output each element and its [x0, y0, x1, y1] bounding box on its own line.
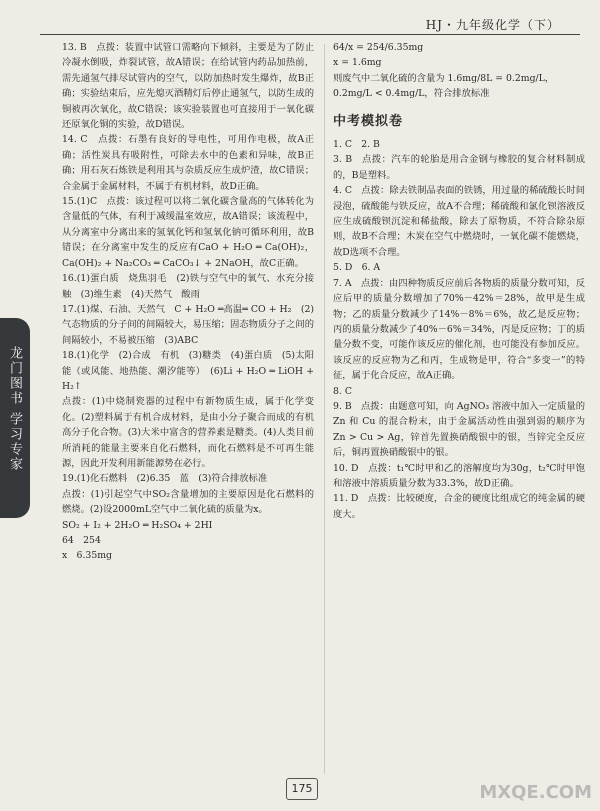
calc-line: 64/x = 254/6.35mg [333, 42, 424, 53]
answer-paragraph: 17.(1)煤、石油、天然气 C + H₂O ═高温═ CO + H₂ (2)气态物质的分子间的间隔较大，易压缩；固态物质分子之间的间隔较小，不易被压缩 (3)ABC [62, 303, 314, 346]
column-divider [324, 44, 325, 774]
side-tab [0, 318, 30, 518]
answer-paragraph: 16.(1)蛋白质 烧焦羽毛 (2)铁与空气中的氧气、水充分接触 (3)维生素 (4)天然气 酸雨 [62, 273, 314, 300]
equation-line: x 6.35mg [62, 550, 113, 562]
answer-paragraph: 15.(1)C 点拨：该过程可以将二氧化碳含量高的气体转化为含量低的气体，有利于减缓温室效应，故A错误；该流程中，从分离室中分离出来的氢氧化钙和氢氧化钠可循环利用，故B错误；在分离室中发生的反应有CaO + H₂O ═ Ca(OH)₂，Ca(OH)₂ + Na₂CO₃ ═ CaCO₃↓ + 2NaOH，故C正确。 [62, 196, 314, 269]
answer-paragraph: 1. C 2. B [333, 139, 380, 151]
answer-paragraph: 4. C 点拨：除去铁制品表面的铁锈，用过量的稀硫酸长时间浸泡，硫酸能与铁反应，故A不合理；稀硫酸和氯化钡溶液反应生成硫酸钡沉淀和稀盐酸，除去了原物质，不符合除杂原则，故B不合理；木炭在空气中燃烧时，一氧化碳不能燃烧，故D选项不合理。 [333, 185, 585, 258]
answer-paragraph: 7. A 点拨：由四种物质反应前后各物质的质量分数可知，反应后甲的质量分数增加了70%－42%＝28%，故甲是生成物；乙的质量分数减少了14%－8%＝6%，故乙是反应物；丙的质量分数减少了40%－6%＝34%，丙是反应物；丁的质量分数不变，可能作该反应的催化剂，也可能没有参加反应。该反应的反应物为乙和丙，生成物是甲，符合“多变一”的特征，属于化合反应，故A正确。 [333, 277, 585, 382]
left-column [62, 40, 314, 564]
answer-paragraph: 11. D 点拨：比较硬度，合金的硬度比组成它的纯金属的硬度大。 [333, 493, 585, 520]
equation-line: SO₂ + I₂ + 2H₂O ═ H₂SO₄ + 2HI [62, 519, 213, 531]
calc-line: x = 1.6mg [333, 57, 382, 69]
watermark: MXQE.COM [479, 782, 592, 803]
page-header [40, 14, 580, 36]
answer-paragraph: 13. B 点拨：装置中试管口需略向下倾斜，主要是为了防止冷凝水倒吸，炸裂试管，故A错误；在给试管内药品加热前，需先通氢气排尽试管内的空气，以防加热时发生爆炸，故B正确；实验结束后，应先熄灭酒精灯后停止通氢气，以防生成的铜被再次氧化，故C错误；该实验装置也可直接用于一氧化碳还原氧化铜的实验，故D错误。 [62, 42, 314, 131]
header-rule [40, 34, 580, 35]
page-number: 175 [286, 778, 318, 800]
answer-paragraph: 14. C 点拨：石墨有良好的导电性，可用作电极，故A正确；活性炭具有吸附性，可除去水中的色素和异味，故B正确；用石灰石炼铁是利用其与杂质反应生成炉渣，故C错误；合金属于金属材料，不属于有机材料，故D正确。 [62, 134, 314, 192]
answer-paragraph: 18.(1)化学 (2)合成 有机 (3)糖类 (4)蛋白质 (5)太阳能（或风能、地热能、潮汐能等） (6)Li + H₂O ═ LiOH + H₂↑ [62, 350, 314, 392]
answer-paragraph: 3. B 点拨：汽车的轮胎是用合金钢与橡胶的复合材料制成的，B是塑料。 [333, 154, 585, 181]
section-heading: 中考模拟卷 [333, 113, 404, 129]
answer-paragraph: 10. D 点拨：t₁℃时甲和乙的溶解度均为30g，t₂℃时甲饱和溶液中溶质质量分数为33.3%，故D正确。 [333, 462, 585, 489]
calc-line: 则废气中二氧化硫的含量为 1.6mg/8L = 0.2mg/L， [333, 72, 555, 84]
answer-paragraph: 8. C [333, 385, 352, 397]
right-column [333, 40, 585, 522]
header-title: HJ・九年级化学（下） [425, 18, 560, 32]
answer-paragraph: 19.(1)化石燃料 (2)6.35 蓝 (3)符合排放标准 [62, 473, 268, 485]
equation-line: 64 254 [62, 535, 101, 546]
answer-paragraph: 点拨：(1)引起空气中SO₂含量增加的主要原因是化石燃料的燃烧。(2)设2000mL空气中二氧化硫的质量为x。 [62, 488, 314, 516]
answer-paragraph: 点拨：(1)中烧制瓷器的过程中有新物质生成，属于化学变化。(2)塑料属于有机合成材料，是由小分子聚合而成的有机高分子化合物。(3)大米中富含的营养素是糖类。(4)人类目前所消耗的能量主要来自化石燃料，而化石燃料是不可再生能源，因此开发利用新能源势在必行。 [62, 396, 314, 469]
side-tab-slogan: 龙门图书 学习专家 [7, 346, 22, 473]
answer-paragraph: 5. D 6. A [333, 262, 381, 274]
answer-paragraph: 9. B 点拨：由题意可知，向 AgNO₃ 溶液中加入一定质量的 Zn 和 Cu 的混合粉末，由于金属活动性由强到弱的顺序为 Zn > Cu > Ag，锌首先置换硝酸银中的银，当锌完全反应后，铜再置换硝酸银中的银。 [333, 400, 585, 459]
calc-line: 0.2mg/L < 0.4mg/L，符合排放标准 [333, 88, 490, 100]
